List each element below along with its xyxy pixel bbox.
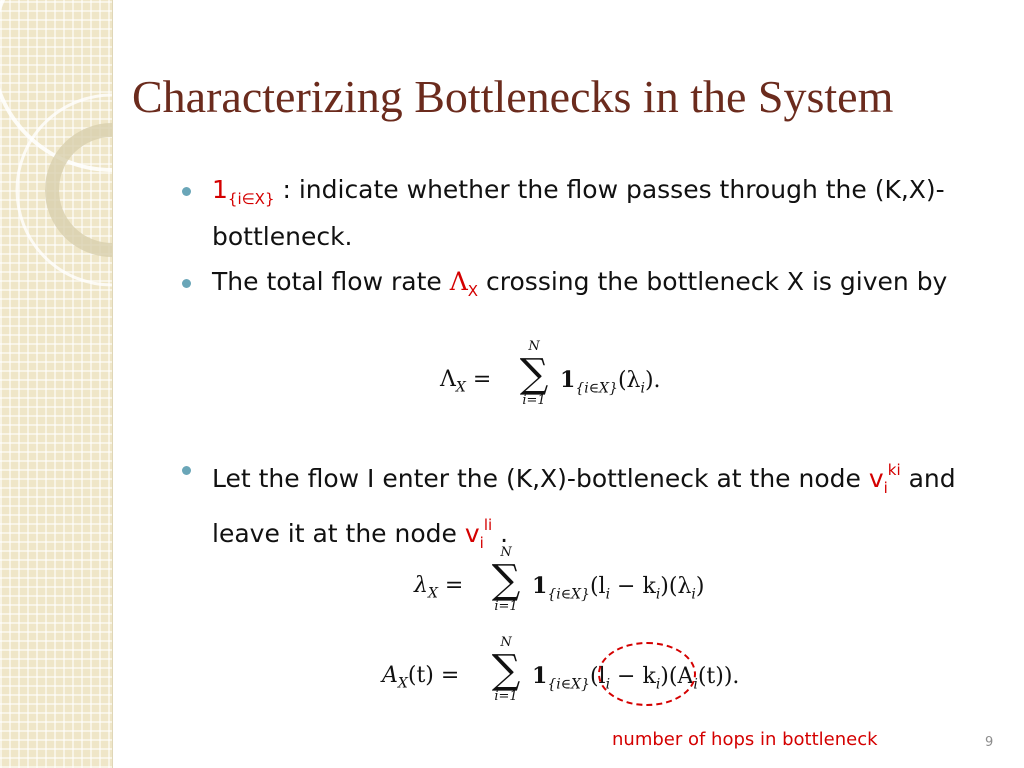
node-v-ki: v (868, 464, 884, 493)
eq1-summation (512, 340, 556, 408)
eq1-equals: = (472, 367, 492, 392)
eq1-indicator-sub: {i∈X} (575, 380, 618, 397)
bullet-1-text (212, 171, 972, 255)
eq3-indicator: 1 (532, 663, 548, 689)
bullet-3-before: Let the flow I enter the (K,X)-bottleneck at the node (212, 464, 869, 493)
eq2-upper: N (500, 545, 512, 560)
eq1-lhs-sub: X (455, 379, 466, 396)
eq2-summation (484, 546, 528, 614)
node-v-li-sup: li (483, 516, 493, 534)
eq2-rhs-end2: ) (695, 574, 705, 599)
eq3-equals: = (440, 663, 460, 688)
eq3-rhs-sub2: i (655, 676, 661, 693)
hops-annotation: number of hops in bottleneck (612, 729, 878, 750)
eq2-rhs-mid: − k (610, 574, 656, 599)
slide-title: Characterizing Bottlenecks in the System (132, 71, 894, 122)
eq2-lhs-sub: X (427, 585, 438, 602)
highlight-dashed-circle (598, 642, 696, 706)
eq3-summation (484, 636, 528, 704)
indicator-symbol: 1 (212, 175, 228, 204)
lambda-symbol: Λ (449, 267, 468, 296)
eq2-sum-sign: ∑ (491, 557, 521, 603)
eq1-rhs-sub: i (640, 380, 645, 397)
node-v-ki-sup: ki (887, 461, 901, 479)
eq3-upper: N (500, 635, 512, 650)
bullet-dot (182, 279, 191, 288)
eq1-sum-sign: ∑ (519, 351, 549, 397)
eq1-upper: N (528, 339, 540, 354)
bullet-2-before: The total flow rate (212, 267, 450, 296)
eq3-indicator-sub: {i∈X} (547, 676, 590, 693)
eq3-lower: i=1 (494, 689, 518, 704)
bullet-1-body: : indicate whether the flow passes through the (K,X)-bottleneck. (212, 175, 945, 251)
decorative-sidebar (0, 0, 113, 768)
eq3-rhs-end: )(A (660, 664, 694, 689)
eq2-equals: = (444, 573, 464, 598)
node-v-li: v (464, 519, 480, 548)
node-v-ki-sub: i (883, 479, 888, 497)
bullet-3-middle: and leave it at the node (212, 464, 956, 548)
eq3-lhs: A (382, 663, 398, 688)
eq2-indicator: 1 (532, 573, 548, 599)
bullet-3-text (212, 452, 992, 562)
bullet-dot (182, 466, 191, 475)
eq3-rhs: (l (589, 664, 606, 689)
eq2-lhs: λ (414, 573, 428, 598)
eq1-lhs: Λ (440, 367, 456, 392)
eq1-indicator: 1 (560, 367, 576, 393)
eq3-sum-sign: ∑ (491, 647, 521, 693)
eq3-rhs-sub3: i (693, 676, 698, 693)
lambda-subscript: X (467, 282, 479, 300)
bullet-dot (182, 187, 191, 196)
eq3-lhs-arg: (t) (407, 663, 434, 688)
bullet-3-after: . (492, 519, 509, 548)
eq2-rhs: (l (589, 574, 606, 599)
eq2-lower: i=1 (494, 599, 518, 614)
eq3-lhs-sub: X (397, 675, 408, 692)
eq3-rhs-mid: − k (610, 664, 656, 689)
decorative-circles (0, 0, 112, 768)
page-number: 9 (985, 735, 994, 750)
eq2-rhs-sub2: i (655, 586, 661, 603)
eq2-indicator-sub: {i∈X} (547, 586, 590, 603)
eq3-rhs-end2: (t)). (697, 664, 740, 689)
node-v-li-sub: i (479, 534, 484, 552)
bullet-2-text (212, 263, 952, 310)
eq2-rhs-sub: i (605, 586, 611, 603)
eq2-rhs-end: )(λ (660, 574, 692, 599)
bullet-2-after: crossing the bottleneck X is given by (478, 267, 948, 296)
eq1-lower: i=1 (522, 393, 546, 408)
eq2-rhs-sub3: i (691, 586, 696, 603)
indicator-subscript: {i∈X} (227, 190, 275, 208)
eq1-rhs-end: ). (644, 368, 661, 393)
eq1-rhs: (λ (617, 368, 641, 393)
eq3-rhs-sub: i (605, 676, 611, 693)
